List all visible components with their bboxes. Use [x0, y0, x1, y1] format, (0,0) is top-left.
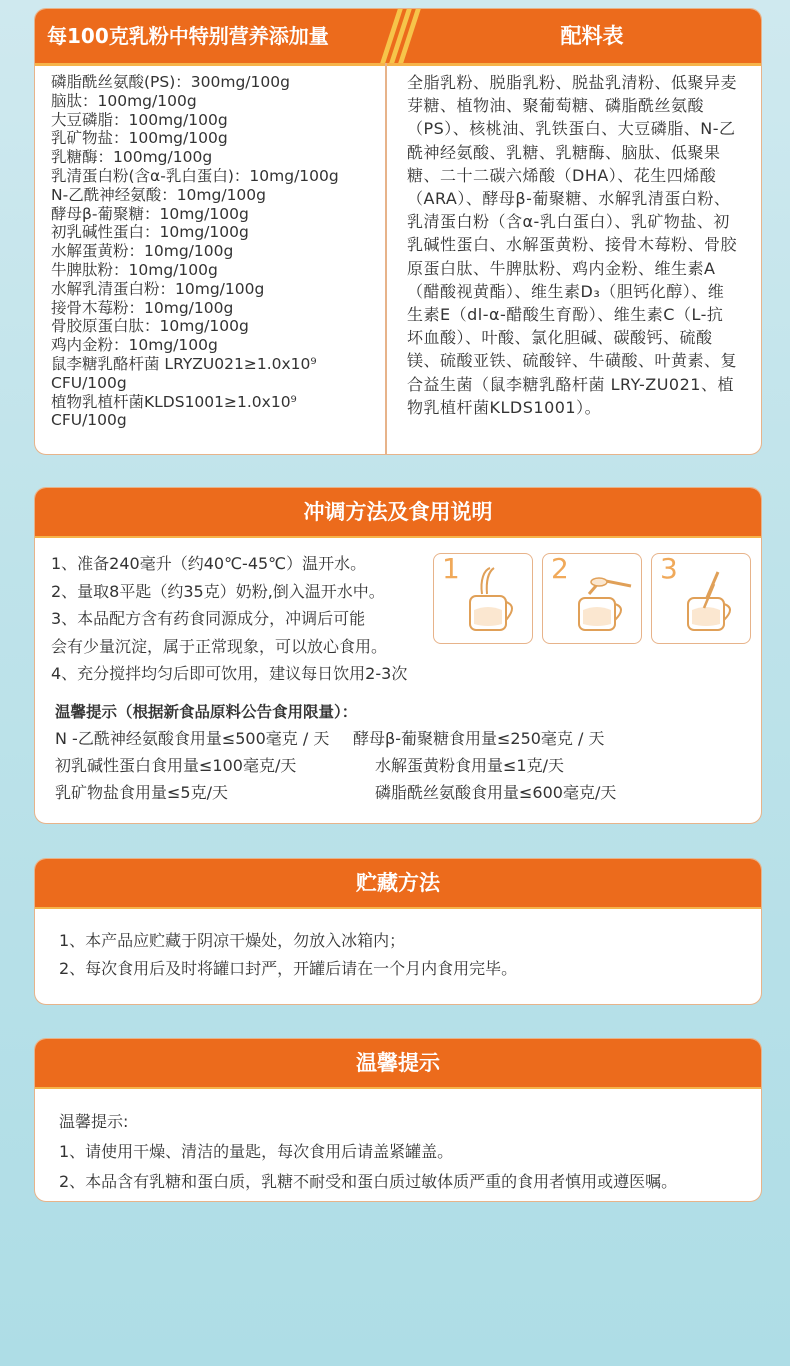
nutrition-list	[51, 73, 381, 430]
storage-line: 2、每次食用后及时将罐口封严，开罐后请在一个月内食用完毕。	[59, 958, 518, 978]
step-number: 2	[551, 552, 569, 585]
usage-step: 2、量取8平匙（约35克）奶粉,倒入温开水中。	[51, 581, 385, 601]
nutrition-item: 植物乳植杆菌KLDS1001≥1.0x10⁹ CFU/100g	[51, 392, 297, 430]
warm-text	[59, 1107, 677, 1197]
step-number: 1	[442, 552, 460, 585]
nutrition-item: 乳清蛋白粉(含α-乳白蛋白)：10mg/100g	[51, 166, 339, 185]
nutrition-item: 脑肽：100mg/100g	[51, 91, 197, 110]
column-divider	[385, 63, 387, 455]
limit-tip-title: 温馨提示（根据新食品原料公告食用限量）：	[55, 703, 358, 721]
limit-item: 酵母β-葡聚糖食用量≤250毫克 / 天	[353, 729, 605, 748]
limit-item: N -乙酰神经氨酸食用量≤500毫克 / 天	[55, 729, 330, 748]
stripe-decoration	[383, 9, 423, 63]
usage-step: 4、充分搅拌均匀后即可饮用，建议每日饮用2-3次	[51, 664, 408, 683]
nutrition-item: 骨胶原蛋白肽：10mg/100g	[51, 317, 249, 336]
nutrition-ingredients-card	[34, 8, 762, 455]
nutrition-item: 乳矿物盐：100mg/100g	[51, 129, 228, 148]
storage-text	[59, 927, 517, 982]
warm-line: 温馨提示:	[59, 1112, 129, 1131]
cup-stir-icon	[652, 554, 750, 643]
ingredients-title: 配料表	[560, 24, 624, 48]
storage-title: 贮藏方法	[35, 859, 761, 909]
usage-steps	[51, 550, 451, 688]
storage-line: 1、本产品应贮藏于阴凉干燥处，勿放入冰箱内；	[59, 931, 406, 950]
step-3-image	[651, 553, 751, 644]
nutrition-item: 水解乳清蛋白粉：10mg/100g	[51, 279, 265, 298]
step-number: 3	[660, 552, 678, 585]
warm-title: 温馨提示	[35, 1039, 761, 1089]
limit-item: 水解蛋黄粉食用量≤1克/天	[375, 756, 564, 775]
usage-title: 冲调方法及食用说明	[35, 488, 761, 538]
ingredients-text: 全脂乳粉、脱脂乳粉、脱盐乳清粉、低聚异麦芽糖、植物油、聚葡萄糖、磷脂酰丝氨酸（PS）、核桃油、乳铁蛋白、大豆磷脂、N-乙酰神经氨酸、乳糖、乳糖酶、脑肽、低聚果糖、二十二碳六烯酸（DHA）、花生四烯酸（ARA）、酵母β-葡聚糖、水解乳清蛋白粉、乳清蛋白粉（含α-乳白蛋白）、乳矿物盐、初乳碱性蛋白、水解蛋黄粉、接骨木莓粉、骨胶原蛋白肽、牛脾肽粉、鸡内金粉、维生素A（醋酸视黄酯）、维生素D₃（胆钙化醇）、维生素E（dl-α-醋酸生育酚）、维生素C（L-抗坏血酸）、叶酸、氯化胆碱、碳酸钙、硫酸镁、硫酸亚铁、硫酸锌、牛磺酸、叶黄素、复合益生菌（鼠李糖乳酪杆菌 LRY-ZU021、植物乳植杆菌KLDS1001）。	[407, 73, 738, 417]
warm-line: 1、请使用干燥、清洁的量匙，每次食用后请盖紧罐盖。	[59, 1142, 454, 1161]
nutrition-item: 水解蛋黄粉：10mg/100g	[51, 242, 234, 261]
limit-item: 磷脂酰丝氨酸食用量≤600毫克/天	[375, 783, 617, 802]
warm-tip-card	[34, 1038, 762, 1202]
cup-pour-water-icon	[434, 554, 532, 643]
nutrition-item: 初乳碱性蛋白：10mg/100g	[51, 223, 249, 242]
nutrition-item: 接骨木莓粉：10mg/100g	[51, 298, 234, 317]
step-1-image	[433, 553, 533, 644]
limit-item: 初乳碱性蛋白食用量≤100毫克/天	[55, 756, 297, 775]
usage-step: 3、本品配方含有药食同源成分，冲调后可能	[51, 609, 366, 628]
cup-add-powder-icon	[543, 554, 641, 643]
usage-card	[34, 487, 762, 824]
storage-card	[34, 858, 762, 1005]
step-2-image	[542, 553, 642, 644]
warm-line: 2、本品含有乳糖和蛋白质，乳糖不耐受和蛋白质过敏体质严重的食用者慎用或遵医嘱。	[59, 1172, 678, 1191]
nutrition-item: 牛脾肽粉：10mg/100g	[51, 260, 218, 279]
nutrition-title: 每100克乳粉中特别营养添加量	[47, 24, 329, 48]
nutrition-item: 鸡内金粉：10mg/100g	[51, 336, 218, 355]
section-header	[35, 9, 761, 66]
usage-step: 会有少量沉淀，属于正常现象，可以放心食用。	[51, 636, 388, 656]
nutrition-item: 乳糖酶：100mg/100g	[51, 148, 213, 167]
nutrition-item: 大豆磷脂：100mg/100g	[51, 110, 228, 129]
nutrition-item: 磷脂酰丝氨酸(PS)：300mg/100g	[51, 73, 290, 91]
nutrition-item: 鼠李糖乳酪杆菌 LRYZU021≥1.0x10⁹ CFU/100g	[51, 354, 317, 392]
limit-item: 乳矿物盐食用量≤5克/天	[55, 783, 228, 802]
usage-step: 1、准备240毫升（约40℃-45℃）温开水。	[51, 554, 367, 573]
nutrition-item: N-乙酰神经氨酸：10mg/100g	[51, 185, 266, 204]
nutrition-item: 酵母β-葡聚糖：10mg/100g	[51, 204, 249, 223]
